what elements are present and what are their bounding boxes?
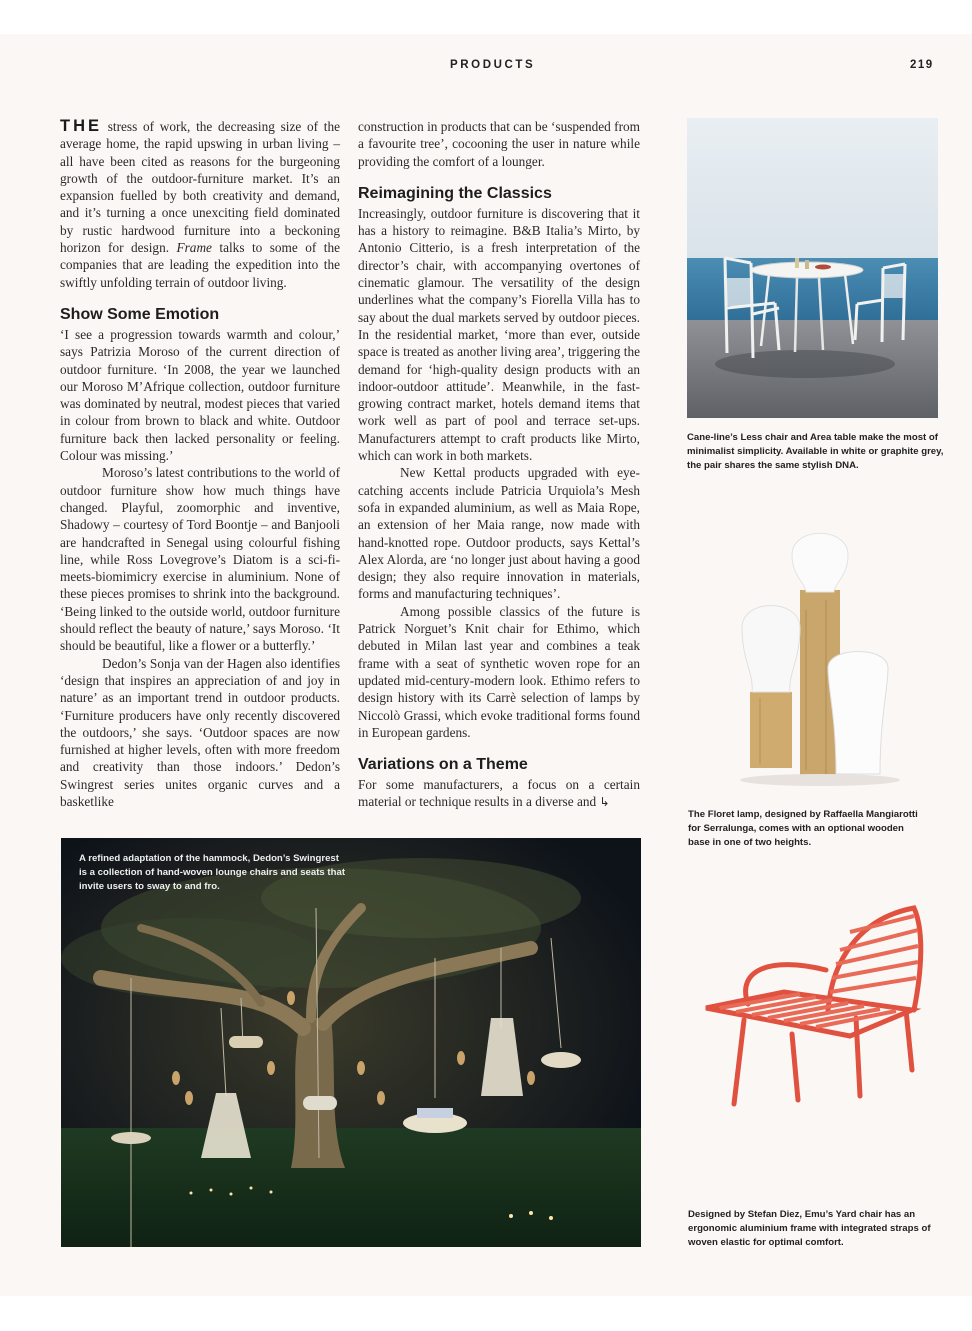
article-column-1 [60,118,340,810]
article-column-2 [358,118,640,812]
magazine-name: Frame [176,240,212,256]
heading-show-some-emotion: Show Some Emotion [60,305,220,323]
caption-swingrest: A refined adaptation of the hammock, Dedon’s Swingrest is a collection of hand-woven lounge chairs and seats that invite users to sway to and fro. [79,853,346,892]
page-number: 219 [910,59,934,71]
floret-lamp-photo [708,520,938,790]
paragraph: New Kettal products upgraded with eye-catching accents include Patricia Urquiola’s Mesh sofa in expanded aluminium, as well as Maia Rope, an extension of her Maia range, now made with hand-knotted rope. Outdoor products, says Kettal’s Alex Alorda, are ‘no longer just about having a good design; they also require innovation in materials, forms and manufacturing techniques’. [358,465,640,602]
section-label: PRODUCTS [450,59,536,71]
continue-arrow-icon: ↳ [599,795,610,810]
paragraph: Among possible classics of the future is Patrick Norguet’s Knit chair for Ethimo, which debuted in Milan last year and combines a teak frame with a seat of synthetic woven rope for an updated mid-century-modern look. Ethimo refers to design history with its Carrè selection of lamps by Niccolò Grassi, which evoke traditional forms found in European gardens. [358,603,640,740]
paragraph: For some manufacturers, a focus on a certain material or technique results in a diverse and ↳ [358,777,640,810]
heading-reimagining-the-classics: Reimagining the Classics [358,184,552,202]
paragraph: Moroso’s latest contributions to the world of outdoor furniture show how much things have changed. Playful, zoomorphic and inventive, Shadowy – courtesy of Tord Boontje – and Banjooli are handcrafted in Senegal using colourful fishing line, while Ross Lovegrove’s Diatom is a sci-fi-meets-biomimicry exercise in aluminium. None of these pieces promises to shrink into the background. ‘Being linked to the outside world, outdoor furniture should reflect the beauty of nature,’ says Moroso. ‘It should be beautiful, like a flower or a butterfly.’ [60,465,340,654]
yard-chair-photo [700,900,935,1110]
paragraph: Increasingly, outdoor furniture is discovering that it has a history to reimagine. B&B Italia’s Mirto, by Antonio Citterio, is a fresh interpretation of the director’s chair, with accompanying overtones of cinematic glamour. The versatility of the design underlines what the company’s Fiorella Villa has to say about the dual markets served by outdoor pieces. In the residential market, ‘more than ever, outside space is treated as another living area’, triggering the demand for ‘high-quality design products with an indoor-outdoor attitude’. Meanwhile, in the fast-growing contract market, hotels demand items that work well as part of pool and terrace set-ups. Manufacturers attempt to craft products like Mirto, which can work in both markets. [358,205,640,464]
cane-line-photo [687,118,938,418]
paragraph: construction in products that can be ‘suspended from a favourite tree’, cocooning the user in nature while providing the comfort of a lounger. [358,119,640,169]
caption-floret: The Floret lamp, designed by Raffaella Mangiarotti for Serralunga, comes with an optional wooden base in one of two heights. [688,809,918,848]
paragraph: Dedon’s Sonja van der Hagen also identifies ‘design that inspires an appreciation of and joy in nature’ as an important trend in outdoor products. ‘Furniture producers have only recently discovered the outdoors,’ she says. ‘Outdoor spaces are now furnished at higher levels, often with more freedom and creativity than those indoors.’ Dedon’s Swingrest series unites organic curves and a basketlike [60,655,340,809]
heading-variations-on-a-theme: Variations on a Theme [358,756,528,774]
caption-yard-chair: Designed by Stefan Diez, Emu’s Yard chair has an ergonomic aluminium frame with integrated straps of woven elastic for optimal comfort. [688,1209,931,1248]
paragraph: ‘I see a progression towards warmth and colour,’ says Patrizia Moroso of the current direction of outdoor furniture. ‘In 2008, the year we launched our Moroso M’Afrique collection, outdoor furniture was dominated by neutral, modest pieces that varied in colour from brown to black and white. Outdoor furniture back then lacked personality or feeling. Colour was missing.’ [60,326,340,464]
intro-paragraph: THE stress of work, the decreasing size of the average home, the rapid upswing in urban living – all have been cited as reasons for the burgeoning growth of the outdoor-furniture market. It’s an expansion fuelled by both creativity and demand, and it’s turning a once unexciting field dominated by rustic hardwood furniture into a beckoning horizon for design. Frame talks to some of the companies that are leading the expedition into the swiftly unfolding terrain of outdoor living. [60,117,341,290]
lead-word: THE [60,117,102,135]
swingrest-photo [61,838,641,1247]
caption-cane-line: Cane-line’s Less chair and Area table make the most of minimalist simplicity. Available in white or graphite grey, the pair shares the same stylish DNA. [687,432,944,471]
